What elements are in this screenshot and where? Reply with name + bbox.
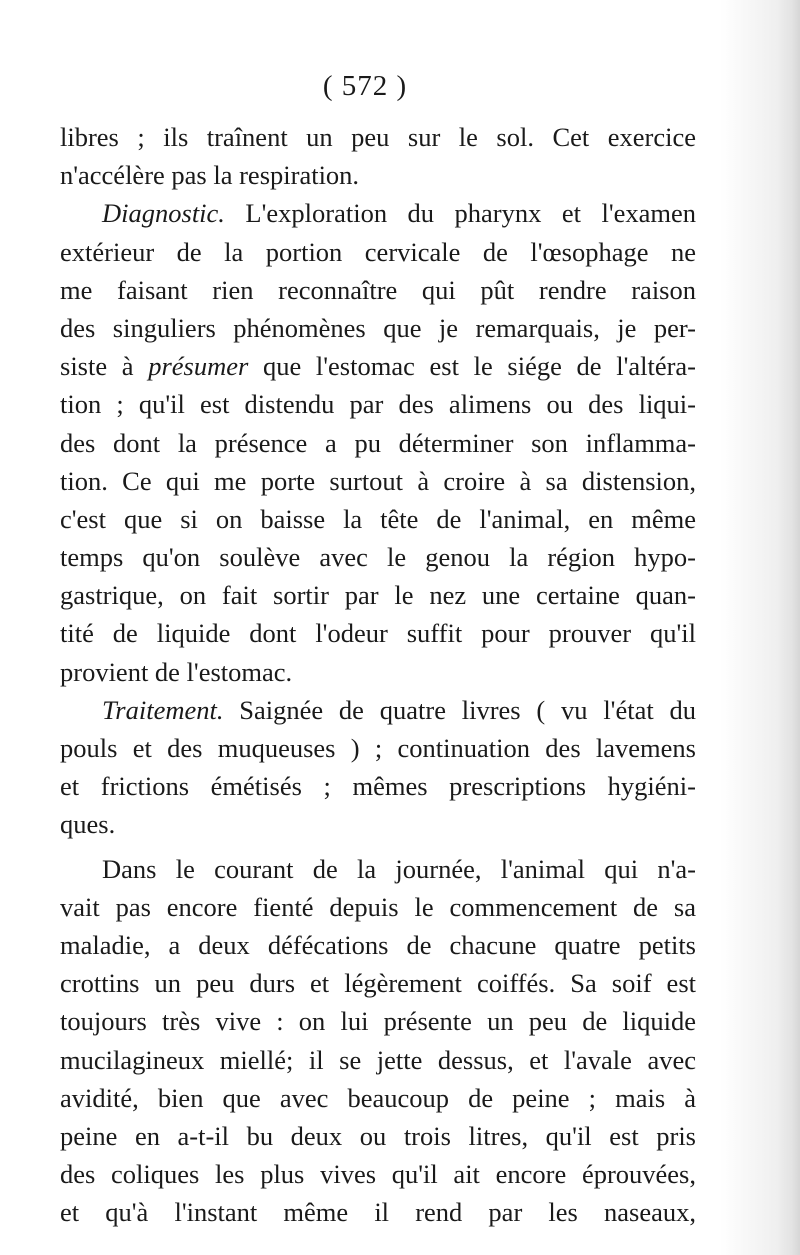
body-text <box>60 118 696 1231</box>
paragraph-start-traitement: Traitement. Saignée de quatre livres ( vu l'état du <box>102 694 696 725</box>
text-line: toujours très vive : on lui présente un peu de liquide <box>60 1006 696 1037</box>
text-line: des coliques les plus vives qu'il ait encore éprouvées, <box>60 1159 696 1190</box>
text-line: ques. <box>60 809 116 840</box>
text-line: tion ; qu'il est distendu par des alimens ou des liqui- <box>60 389 696 420</box>
text-line: peine en a-t-il bu deux ou trois litres, qu'il est pris <box>60 1120 696 1151</box>
text-line: pouls et des muqueuses ) ; continuation des lavemens <box>60 733 696 763</box>
text-line: temps qu'on soulève avec le genou la région hypo- <box>60 542 696 573</box>
text-line: tité de liquide dont l'odeur suffit pour prouver qu'il <box>60 618 696 649</box>
text-line: tion. Ce qui me porte surtout à croire à sa distension, <box>60 465 696 496</box>
text-line: mucilagineux miellé; il se jette dessus, et l'avale avec <box>60 1044 696 1075</box>
text-line: me faisant rien reconnaître qui pût rendre raison <box>60 274 696 305</box>
section-heading-traitement: Traitement. <box>102 694 224 725</box>
text-line: gastrique, on fait sortir par le nez une certaine quan- <box>60 580 696 611</box>
text-line: et frictions émétisés ; mêmes prescriptions hygiéni- <box>60 771 696 802</box>
section-heading-diagnostic: Diagnostic. <box>102 198 225 229</box>
text-line: maladie, a deux défécations de chacune quatre petits <box>60 929 696 960</box>
text-line: avidité, bien que avec beaucoup de peine ; mais à <box>60 1082 696 1113</box>
text-line: provient de l'estomac. <box>60 656 293 687</box>
paragraph-start-diagnostic: Diagnostic. L'exploration du pharynx et l'examen <box>102 198 696 229</box>
text-line: c'est que si on baisse la tête de l'animal, en même <box>60 503 696 534</box>
text-line: des singuliers phénomènes que je remarquais, je per- <box>60 312 696 343</box>
paragraph-start: Dans le courant de la journée, l'animal qui n'a- <box>102 853 696 884</box>
text-line: libres ; ils traînent un peu sur le sol. Cet exercice <box>60 122 696 152</box>
emphasis-word: présumer <box>148 351 249 382</box>
text-line: vait pas encore fienté depuis le commencement de sa <box>60 891 696 922</box>
text-line: n'accélère pas la respiration. <box>60 160 360 191</box>
text-line: extérieur de la portion cervicale de l'œsophage ne <box>60 236 696 267</box>
page-edge-shadow <box>778 0 800 1255</box>
text-line: crottins un peu durs et légèrement coiffés. Sa soif est <box>60 968 696 999</box>
page-number: ( 572 ) <box>322 70 408 102</box>
text-line: et qu'à l'instant même il rend par les naseaux, <box>60 1197 696 1228</box>
text-line: des dont la présence a pu déterminer son inflamma- <box>60 427 696 458</box>
text-line: siste à présumer que l'estomac est le siége de l'altéra- <box>60 351 696 382</box>
